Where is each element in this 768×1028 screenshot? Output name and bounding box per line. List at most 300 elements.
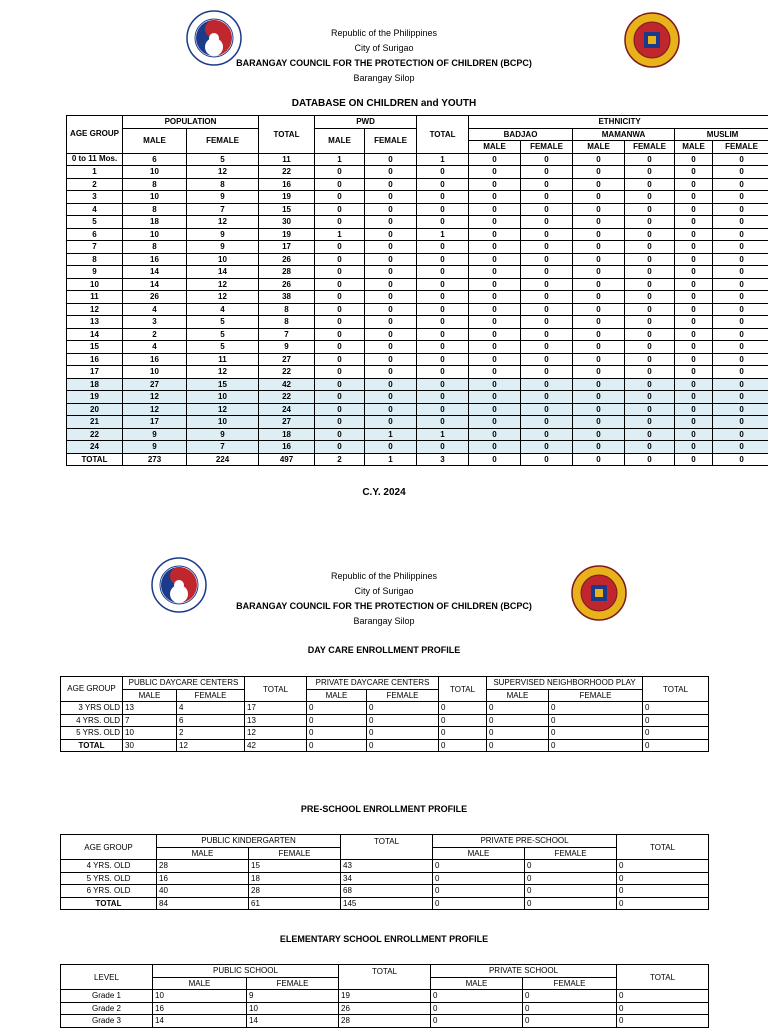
- table-cell: 0: [521, 341, 573, 354]
- table-cell: 0: [625, 178, 675, 191]
- table-cell: 0: [573, 353, 625, 366]
- table-cell: 0: [521, 291, 573, 304]
- table-cell: 12: [177, 739, 245, 752]
- table-cell: 19: [339, 990, 431, 1003]
- table-cell: 14: [187, 266, 259, 279]
- table-cell: 12: [187, 216, 259, 229]
- table-cell: 9: [123, 428, 187, 441]
- dc-h-snp-male: MALE: [487, 689, 549, 702]
- table-cell: 0: [469, 378, 521, 391]
- table-row: [67, 328, 768, 341]
- table-cell: 0: [469, 291, 521, 304]
- table-cell: 0: [573, 291, 625, 304]
- table-cell: 22: [259, 391, 315, 404]
- table-cell: 0: [417, 378, 469, 391]
- table-cell: 27: [259, 416, 315, 429]
- db-h-mamanwa: MAMANWA: [573, 128, 675, 141]
- table-cell: 0: [469, 278, 521, 291]
- table-cell: 0: [521, 166, 573, 179]
- table-cell: 0: [487, 714, 549, 727]
- table-cell: 0: [315, 203, 365, 216]
- table-cell: 0: [573, 228, 625, 241]
- table-cell: 0: [713, 341, 768, 354]
- table-cell: 0: [625, 403, 675, 416]
- table-cell: 0: [367, 727, 439, 740]
- table-row: [67, 153, 768, 166]
- ps-h-total1: TOTAL: [341, 835, 433, 848]
- row-label: 4: [67, 203, 123, 216]
- table-cell: 0: [713, 441, 768, 454]
- table-cell: 8: [123, 178, 187, 191]
- table-cell: 0: [675, 441, 713, 454]
- row-label: 3 YRS OLD: [61, 702, 123, 715]
- table-cell: 28: [259, 266, 315, 279]
- table-cell: 16: [123, 253, 187, 266]
- table-cell: 0: [625, 391, 675, 404]
- table-cell: 12: [187, 366, 259, 379]
- row-label: 9: [67, 266, 123, 279]
- row-label: 7: [67, 241, 123, 254]
- table-cell: 0: [617, 885, 709, 898]
- header2-barangay: Barangay Silop: [0, 614, 768, 629]
- table-cell: 0: [573, 278, 625, 291]
- table-cell: 34: [341, 872, 433, 885]
- ps-h-total1-blank: [341, 847, 433, 860]
- header2-city: City of Surigao: [0, 584, 768, 599]
- row-label: 5: [67, 216, 123, 229]
- table-cell: 0: [365, 341, 417, 354]
- table-cell: 0: [625, 278, 675, 291]
- table-cell: 0: [417, 253, 469, 266]
- table-cell: 0: [549, 702, 643, 715]
- table-cell: 0: [521, 453, 573, 466]
- table-cell: 0: [307, 702, 367, 715]
- table-cell: 0: [307, 714, 367, 727]
- table-cell: 68: [341, 885, 433, 898]
- table-cell: 0: [625, 228, 675, 241]
- table-cell: 0: [469, 228, 521, 241]
- table-cell: 18: [259, 428, 315, 441]
- table-cell: 4: [177, 702, 245, 715]
- table-cell: 12: [123, 391, 187, 404]
- table-cell: 0: [573, 391, 625, 404]
- table-cell: 0: [365, 391, 417, 404]
- table-cell: 0: [365, 353, 417, 366]
- table-cell: 61: [249, 897, 341, 910]
- row-label: 20: [67, 403, 123, 416]
- row-label: Grade 1: [61, 990, 153, 1003]
- daycare-table-body: [61, 702, 709, 752]
- table-cell: 0: [487, 739, 549, 752]
- table-cell: 14: [123, 278, 187, 291]
- table-cell: 0: [469, 191, 521, 204]
- table-cell: 15: [187, 378, 259, 391]
- table-cell: 26: [339, 1002, 431, 1015]
- preschool-title: PRE-SCHOOL ENROLLMENT PROFILE: [0, 804, 768, 814]
- table-cell: 1: [417, 228, 469, 241]
- table-cell: 4: [123, 303, 187, 316]
- table-cell: 6: [177, 714, 245, 727]
- ps-h-public: PUBLIC KINDERGARTEN: [157, 835, 341, 848]
- table-cell: 0: [521, 378, 573, 391]
- table-cell: 0: [713, 253, 768, 266]
- table-cell: 0: [315, 353, 365, 366]
- db-h-mamanwa-male: MALE: [573, 141, 625, 154]
- table-cell: 0: [675, 228, 713, 241]
- header-bcpc: BARANGAY COUNCIL FOR THE PROTECTION OF CHILDREN (BCPC): [0, 56, 768, 71]
- table-row: [61, 860, 709, 873]
- table-cell: 0: [521, 203, 573, 216]
- row-label: 0 to 11 Mos.: [67, 153, 123, 166]
- table-cell: 0: [469, 266, 521, 279]
- table-cell: 0: [573, 303, 625, 316]
- table-cell: 0: [367, 714, 439, 727]
- table-cell: 0: [487, 702, 549, 715]
- table-cell: 26: [259, 253, 315, 266]
- table-cell: 0: [675, 403, 713, 416]
- table-cell: 0: [439, 727, 487, 740]
- table-cell: 0: [713, 191, 768, 204]
- row-label: 5 YRS. OLD: [61, 727, 123, 740]
- table-cell: 0: [625, 266, 675, 279]
- table-cell: 9: [123, 441, 187, 454]
- daycare-table: [60, 676, 709, 752]
- table-cell: 0: [573, 266, 625, 279]
- table-cell: 0: [625, 291, 675, 304]
- table-row: [67, 416, 768, 429]
- table-row: [67, 203, 768, 216]
- table-cell: 0: [469, 428, 521, 441]
- table-cell: 0: [675, 378, 713, 391]
- table-cell: 0: [713, 241, 768, 254]
- table-cell: 0: [469, 341, 521, 354]
- header2-bcpc: BARANGAY COUNCIL FOR THE PROTECTION OF CHILDREN (BCPC): [0, 599, 768, 614]
- table-cell: 0: [315, 241, 365, 254]
- table-cell: 11: [187, 353, 259, 366]
- db-table-body: [67, 153, 768, 466]
- table-cell: 0: [625, 428, 675, 441]
- elementary-title: ELEMENTARY SCHOOL ENROLLMENT PROFILE: [0, 934, 768, 944]
- row-label: 15: [67, 341, 123, 354]
- table-cell: 0: [365, 266, 417, 279]
- table-cell: 5: [187, 316, 259, 329]
- table-cell: 0: [417, 391, 469, 404]
- table-cell: 0: [617, 897, 709, 910]
- table-cell: 0: [417, 303, 469, 316]
- table-cell: 0: [573, 203, 625, 216]
- table-cell: 0: [713, 153, 768, 166]
- table-cell: 0: [625, 191, 675, 204]
- table-cell: 16: [259, 441, 315, 454]
- table-cell: 0: [417, 353, 469, 366]
- children-youth-table: [66, 115, 768, 466]
- table-cell: 0: [417, 166, 469, 179]
- table-cell: 7: [187, 203, 259, 216]
- table-cell: 0: [625, 328, 675, 341]
- table-cell: 0: [617, 1002, 709, 1015]
- table-cell: 0: [625, 316, 675, 329]
- table-row: [61, 739, 709, 752]
- row-label: 12: [67, 303, 123, 316]
- table-cell: 0: [469, 316, 521, 329]
- table-cell: 0: [523, 990, 617, 1003]
- dc-h-private: PRIVATE DAYCARE CENTERS: [307, 677, 439, 690]
- table-cell: 0: [573, 166, 625, 179]
- table-cell: 0: [439, 739, 487, 752]
- table-cell: 10: [123, 166, 187, 179]
- table-cell: 12: [187, 403, 259, 416]
- row-label: Grade 2: [61, 1002, 153, 1015]
- table-cell: 0: [713, 178, 768, 191]
- table-cell: 0: [315, 328, 365, 341]
- table-cell: 0: [439, 702, 487, 715]
- table-cell: 0: [469, 166, 521, 179]
- table-row: [67, 303, 768, 316]
- table-cell: 0: [521, 391, 573, 404]
- table-cell: 0: [431, 1015, 523, 1028]
- row-label: 8: [67, 253, 123, 266]
- table-cell: 0: [315, 416, 365, 429]
- table-cell: 0: [469, 441, 521, 454]
- el-h-public: PUBLIC SCHOOL: [153, 965, 339, 978]
- table-cell: 0: [573, 178, 625, 191]
- table-cell: 0: [315, 266, 365, 279]
- ps-h-pub-female: FEMALE: [249, 847, 341, 860]
- header2-republic: Republic of the Philippines: [0, 569, 768, 584]
- table-cell: 0: [315, 391, 365, 404]
- table-cell: 1: [315, 153, 365, 166]
- table-cell: 1: [417, 153, 469, 166]
- table-row: [61, 727, 709, 740]
- table-cell: 1: [315, 228, 365, 241]
- table-cell: 2: [177, 727, 245, 740]
- table-cell: 0: [367, 739, 439, 752]
- header-city: City of Surigao: [0, 41, 768, 56]
- table-cell: 0: [417, 278, 469, 291]
- table-cell: 0: [469, 391, 521, 404]
- table-cell: 0: [469, 403, 521, 416]
- dc-h-total2: TOTAL: [439, 677, 487, 702]
- table-cell: 27: [123, 378, 187, 391]
- table-cell: 0: [315, 166, 365, 179]
- db-h-pwd: PWD: [315, 116, 417, 129]
- table-cell: 5: [187, 328, 259, 341]
- table-cell: 15: [249, 860, 341, 873]
- table-cell: 0: [675, 178, 713, 191]
- table-cell: 0: [675, 328, 713, 341]
- db-footer: C.Y. 2024: [0, 487, 768, 498]
- db-h-pwd-male: MALE: [315, 128, 365, 153]
- table-cell: 0: [625, 303, 675, 316]
- row-label: 4 YRS. OLD: [61, 714, 123, 727]
- table-cell: 0: [713, 278, 768, 291]
- table-cell: 0: [573, 441, 625, 454]
- table-cell: 0: [487, 727, 549, 740]
- table-cell: 0: [417, 191, 469, 204]
- table-cell: 0: [307, 727, 367, 740]
- table-cell: 19: [259, 228, 315, 241]
- table-row: [67, 166, 768, 179]
- table-cell: 0: [365, 303, 417, 316]
- table-cell: 0: [675, 428, 713, 441]
- table-cell: 0: [307, 739, 367, 752]
- table-cell: 0: [469, 353, 521, 366]
- table-cell: 0: [573, 216, 625, 229]
- table-cell: 0: [433, 860, 525, 873]
- table-cell: 0: [625, 153, 675, 166]
- table-cell: 5: [187, 153, 259, 166]
- table-cell: 0: [365, 441, 417, 454]
- table-cell: 0: [315, 191, 365, 204]
- table-row: [67, 253, 768, 266]
- table-cell: 0: [417, 366, 469, 379]
- table-cell: 0: [417, 316, 469, 329]
- table-cell: 8: [123, 241, 187, 254]
- table-cell: 0: [573, 253, 625, 266]
- table-cell: 4: [123, 341, 187, 354]
- table-cell: 0: [365, 253, 417, 266]
- table-row: [67, 178, 768, 191]
- table-cell: 0: [469, 366, 521, 379]
- table-row: [67, 191, 768, 204]
- table-cell: 0: [523, 1015, 617, 1028]
- table-cell: 19: [259, 191, 315, 204]
- row-label: 11: [67, 291, 123, 304]
- table-cell: 0: [315, 278, 365, 291]
- db-h-age: AGE GROUP: [67, 116, 123, 154]
- table-cell: 0: [713, 216, 768, 229]
- table-cell: 9: [187, 428, 259, 441]
- table-cell: 30: [123, 739, 177, 752]
- table-cell: 0: [643, 739, 709, 752]
- table-row: [61, 714, 709, 727]
- table-cell: 9: [187, 241, 259, 254]
- table-cell: 0: [675, 291, 713, 304]
- table-cell: 24: [259, 403, 315, 416]
- ps-h-priv-male: MALE: [433, 847, 525, 860]
- el-h-level: LEVEL: [61, 965, 153, 990]
- table-cell: 10: [187, 253, 259, 266]
- table-cell: 14: [153, 1015, 247, 1028]
- table-cell: 0: [713, 416, 768, 429]
- table-cell: 0: [625, 341, 675, 354]
- table-cell: 0: [417, 241, 469, 254]
- table-cell: 0: [433, 885, 525, 898]
- table-cell: 0: [315, 366, 365, 379]
- table-cell: 0: [625, 441, 675, 454]
- table-row: [61, 1002, 709, 1015]
- row-label: 24: [67, 441, 123, 454]
- db-h-total2: TOTAL: [417, 116, 469, 154]
- db-h-badjao-male: MALE: [469, 141, 521, 154]
- table-cell: 0: [573, 378, 625, 391]
- table-cell: 0: [521, 216, 573, 229]
- table-cell: 145: [341, 897, 433, 910]
- table-cell: 0: [675, 391, 713, 404]
- table-cell: 3: [123, 316, 187, 329]
- db-h-population: POPULATION: [123, 116, 259, 129]
- table-cell: 0: [521, 241, 573, 254]
- table-cell: 0: [521, 441, 573, 454]
- row-label: 14: [67, 328, 123, 341]
- row-label: TOTAL: [67, 453, 123, 466]
- table-cell: 0: [315, 316, 365, 329]
- row-label: TOTAL: [61, 897, 157, 910]
- table-cell: 9: [187, 191, 259, 204]
- header-republic: Republic of the Philippines: [0, 26, 768, 41]
- table-cell: 26: [123, 291, 187, 304]
- table-cell: 0: [675, 366, 713, 379]
- table-cell: 9: [247, 990, 339, 1003]
- table-cell: 0: [365, 216, 417, 229]
- db-h-pop-male: MALE: [123, 128, 187, 153]
- table-cell: 0: [521, 428, 573, 441]
- table-row: [67, 341, 768, 354]
- table-cell: 0: [713, 303, 768, 316]
- table-cell: 0: [713, 378, 768, 391]
- table-cell: 0: [469, 416, 521, 429]
- table-cell: 0: [713, 428, 768, 441]
- table-cell: 0: [713, 328, 768, 341]
- table-cell: 0: [469, 153, 521, 166]
- table-row: [67, 428, 768, 441]
- table-cell: 0: [525, 872, 617, 885]
- table-cell: 9: [259, 341, 315, 354]
- table-cell: 8: [259, 316, 315, 329]
- table-cell: 0: [433, 872, 525, 885]
- table-cell: 0: [625, 216, 675, 229]
- table-cell: 0: [365, 166, 417, 179]
- table-cell: 0: [573, 328, 625, 341]
- table-cell: 0: [417, 441, 469, 454]
- table-cell: 0: [365, 378, 417, 391]
- table-cell: 0: [549, 739, 643, 752]
- table-cell: 0: [521, 328, 573, 341]
- row-label: 10: [67, 278, 123, 291]
- table-cell: 17: [123, 416, 187, 429]
- table-cell: 10: [153, 990, 247, 1003]
- row-label: 16: [67, 353, 123, 366]
- table-cell: 0: [643, 727, 709, 740]
- dc-h-snp-female: FEMALE: [549, 689, 643, 702]
- table-row: [67, 278, 768, 291]
- table-cell: 0: [675, 253, 713, 266]
- table-row: [67, 216, 768, 229]
- table-cell: 0: [439, 714, 487, 727]
- el-h-pub-female: FEMALE: [247, 977, 339, 990]
- table-cell: 0: [469, 178, 521, 191]
- el-h-priv-female: FEMALE: [523, 977, 617, 990]
- table-cell: 16: [153, 1002, 247, 1015]
- table-cell: 0: [469, 241, 521, 254]
- table-cell: 1: [417, 428, 469, 441]
- table-cell: 0: [365, 291, 417, 304]
- table-cell: 0: [315, 403, 365, 416]
- el-h-total1-blank: [339, 977, 431, 990]
- row-label: 18: [67, 378, 123, 391]
- table-cell: 0: [573, 191, 625, 204]
- dc-h-priv-female: FEMALE: [367, 689, 439, 702]
- table-cell: 0: [521, 228, 573, 241]
- table-cell: 0: [521, 316, 573, 329]
- table-cell: 0: [365, 241, 417, 254]
- table-cell: 26: [259, 278, 315, 291]
- table-cell: 0: [417, 266, 469, 279]
- table-row: [67, 353, 768, 366]
- table-cell: 0: [713, 353, 768, 366]
- table-cell: 38: [259, 291, 315, 304]
- preschool-table-body: [61, 860, 709, 910]
